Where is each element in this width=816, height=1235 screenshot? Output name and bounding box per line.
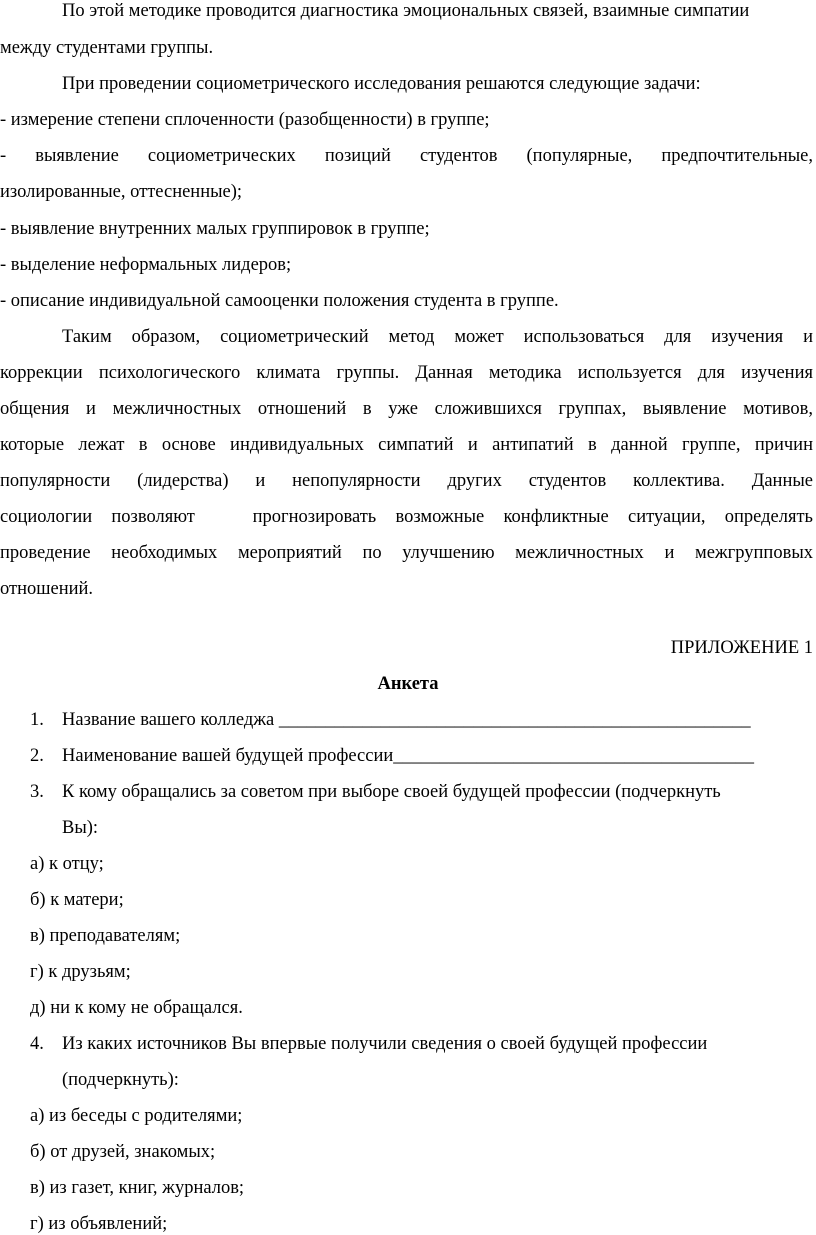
- question-3-option-c: в) преподавателям;: [30, 926, 181, 946]
- question-4-option-c: в) из газет, книг, журналов;: [30, 1178, 245, 1198]
- question-3-option-e: д) ни к кому не обращался.: [30, 998, 243, 1018]
- task-item-5: - описание индивидуальной самооценки положения студента в группе.: [0, 291, 559, 311]
- question-3-option-a: а) к отцу;: [30, 854, 104, 874]
- question-4-number: 4.: [30, 1034, 44, 1054]
- question-4-option-a: а) из беседы с родителями;: [30, 1106, 243, 1126]
- question-2-number: 2.: [30, 746, 44, 766]
- question-3-text-line-1: К кому обращались за советом при выборе своей будущей профессии (подчеркнуть: [62, 782, 721, 802]
- task-item-2-line-1: - выявление социометрических позиций студентов (популярные, предпочтительные,: [0, 146, 813, 166]
- paragraph-3-line-6: социологии позволяют прогнозировать возможные конфликтные ситуации, определять: [0, 507, 813, 527]
- task-item-1: - измерение степени сплоченности (разобщенности) в группе;: [0, 110, 490, 130]
- paragraph-3-line-8: отношений.: [0, 579, 94, 599]
- question-1-number: 1.: [30, 710, 44, 730]
- paragraph-2-line-1: При проведении социометрического исследования решаются следующие задачи:: [62, 74, 701, 94]
- question-4-text-line-2: (подчеркнуть):: [62, 1070, 179, 1090]
- paragraph-3-line-1: Таким образом, социометрический метод может использоваться для изучения и: [62, 327, 813, 347]
- question-3-text-line-2: Вы):: [62, 818, 99, 838]
- question-3-number: 3.: [30, 782, 44, 802]
- paragraph-3-line-5: популярности (лидерства) и непопулярности других студентов коллектива. Данные: [0, 471, 813, 491]
- questionnaire-title: Анкета: [377, 674, 439, 694]
- paragraph-1-line-2: между студентами группы.: [0, 38, 214, 58]
- task-item-3: - выявление внутренних малых группировок в группе;: [0, 219, 430, 239]
- question-4-option-b: б) от друзей, знакомых;: [30, 1142, 216, 1162]
- question-4-text-line-1: Из каких источников Вы впервые получили сведения о своей будущей профессии: [62, 1034, 708, 1054]
- task-item-2-line-2: изолированные, оттесненные);: [0, 182, 243, 202]
- question-3-option-b: б) к матери;: [30, 890, 124, 910]
- paragraph-3-line-7: проведение необходимых мероприятий по улучшению межличностных и межгрупповых: [0, 543, 813, 563]
- paragraph-3-line-4: которые лежат в основе индивидуальных симпатий и антипатий в данной группе, причин: [0, 435, 813, 455]
- question-3-option-d: г) к друзьям;: [30, 962, 131, 982]
- question-4-option-d: г) из объявлений;: [30, 1214, 168, 1234]
- paragraph-3-line-2: коррекции психологического климата группы. Данная методика используется для изучения: [0, 363, 813, 383]
- paragraph-1-line-1: По этой методике проводится диагностика эмоциональных связей, взаимные симпатии: [62, 1, 750, 21]
- paragraph-3-line-3: общения и межличностных отношений в уже сложившихся группах, выявление мотивов,: [0, 399, 813, 419]
- task-item-4: - выделение неформальных лидеров;: [0, 255, 292, 275]
- appendix-label: ПРИЛОЖЕНИЕ 1: [670, 638, 813, 658]
- question-1-text: Название вашего колледжа ___________________________________________________: [62, 710, 751, 730]
- question-2-text: Наименование вашей будущей профессии_______________________________________: [62, 746, 755, 766]
